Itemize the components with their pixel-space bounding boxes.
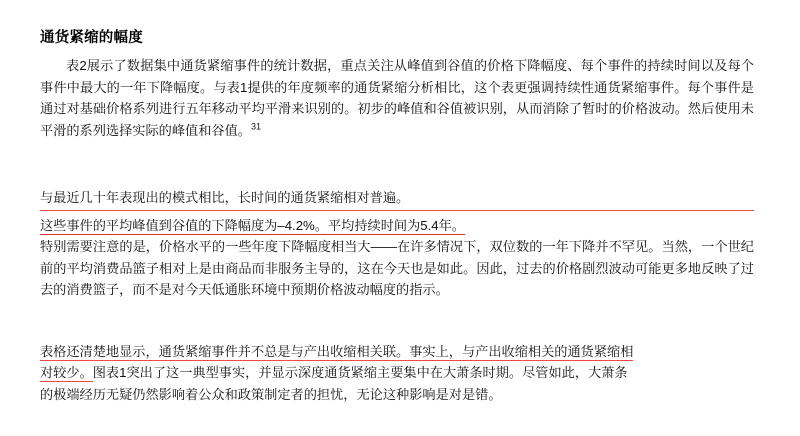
paragraph-3: 特别需要注意的是，价格水平的一些年度下降幅度相当大——在许多情况下，双位数的一年下降并不罕见。当然，一个世纪前的平均消费品篮子相对上是由商品而非服务主导的，这在今天也是如此。因此，过去的价格剧烈波动可能更多地反映了过去的消费篮子，而不是对今天低通胀环境中预期价格波动幅度的指示。 (40, 239, 754, 297)
highlighted-stat-decline: 这些事件的平均峰值到谷值的下降幅度为–4.2%。 (40, 217, 328, 233)
paragraph-2 (40, 187, 754, 211)
highlighted-line-output: 表格还清楚地显示，通货紧缩事件并不总是与产出收缩相关联。事实上，与产出收缩相关的通货紧缩相 (40, 343, 634, 359)
spacer-1 (40, 141, 754, 187)
footnote-marker: 31 (251, 121, 262, 132)
paragraph-1 (40, 55, 754, 141)
paragraph-1-text: 表2展示了数据集中通货紧缩事件的统计数据，重点关注从峰值到谷值的价格下降幅度、每个事件的持续时间以及每个事件中最大的一年下降幅度。与表1提供的年度频率的通货紧缩分析相比，这个表更强调持续性通货紧缩事件。每个事件是通过对基础价格系列进行五年移动平均平滑来识别的。初步的峰值和谷值被识别，从而消除了暂时的价格波动。然后使用未平滑的系列选择实际的峰值和谷值。 (40, 58, 754, 138)
highlighted-stat-duration: 平均持续时间为5.4年。 (327, 217, 465, 233)
paragraph-2-line-2 (40, 215, 754, 237)
highlighted-line-1: 与最近几十年表现出的模式相比，长时间的通货紧缩相对普遍。 (40, 187, 754, 211)
paragraph-4-line-3: 的极端经历无疑仍然影响着公众和政策制定者的担忧，无论这种影响是对是错。 (40, 386, 502, 402)
paragraph-4-line-2 (40, 362, 754, 384)
highlighted-line-output-cont: 对较少。 (40, 365, 93, 380)
paragraph-4-rest: 图表1突出了这一典型事实，并显示深度通货紧缩主要集中在大萧条时期。尽管如此，大萧条 (92, 365, 628, 380)
spacer-2 (40, 301, 754, 341)
section-heading: 通货紧缩的幅度 (40, 30, 143, 46)
paragraph-4-line-1 (40, 341, 754, 363)
